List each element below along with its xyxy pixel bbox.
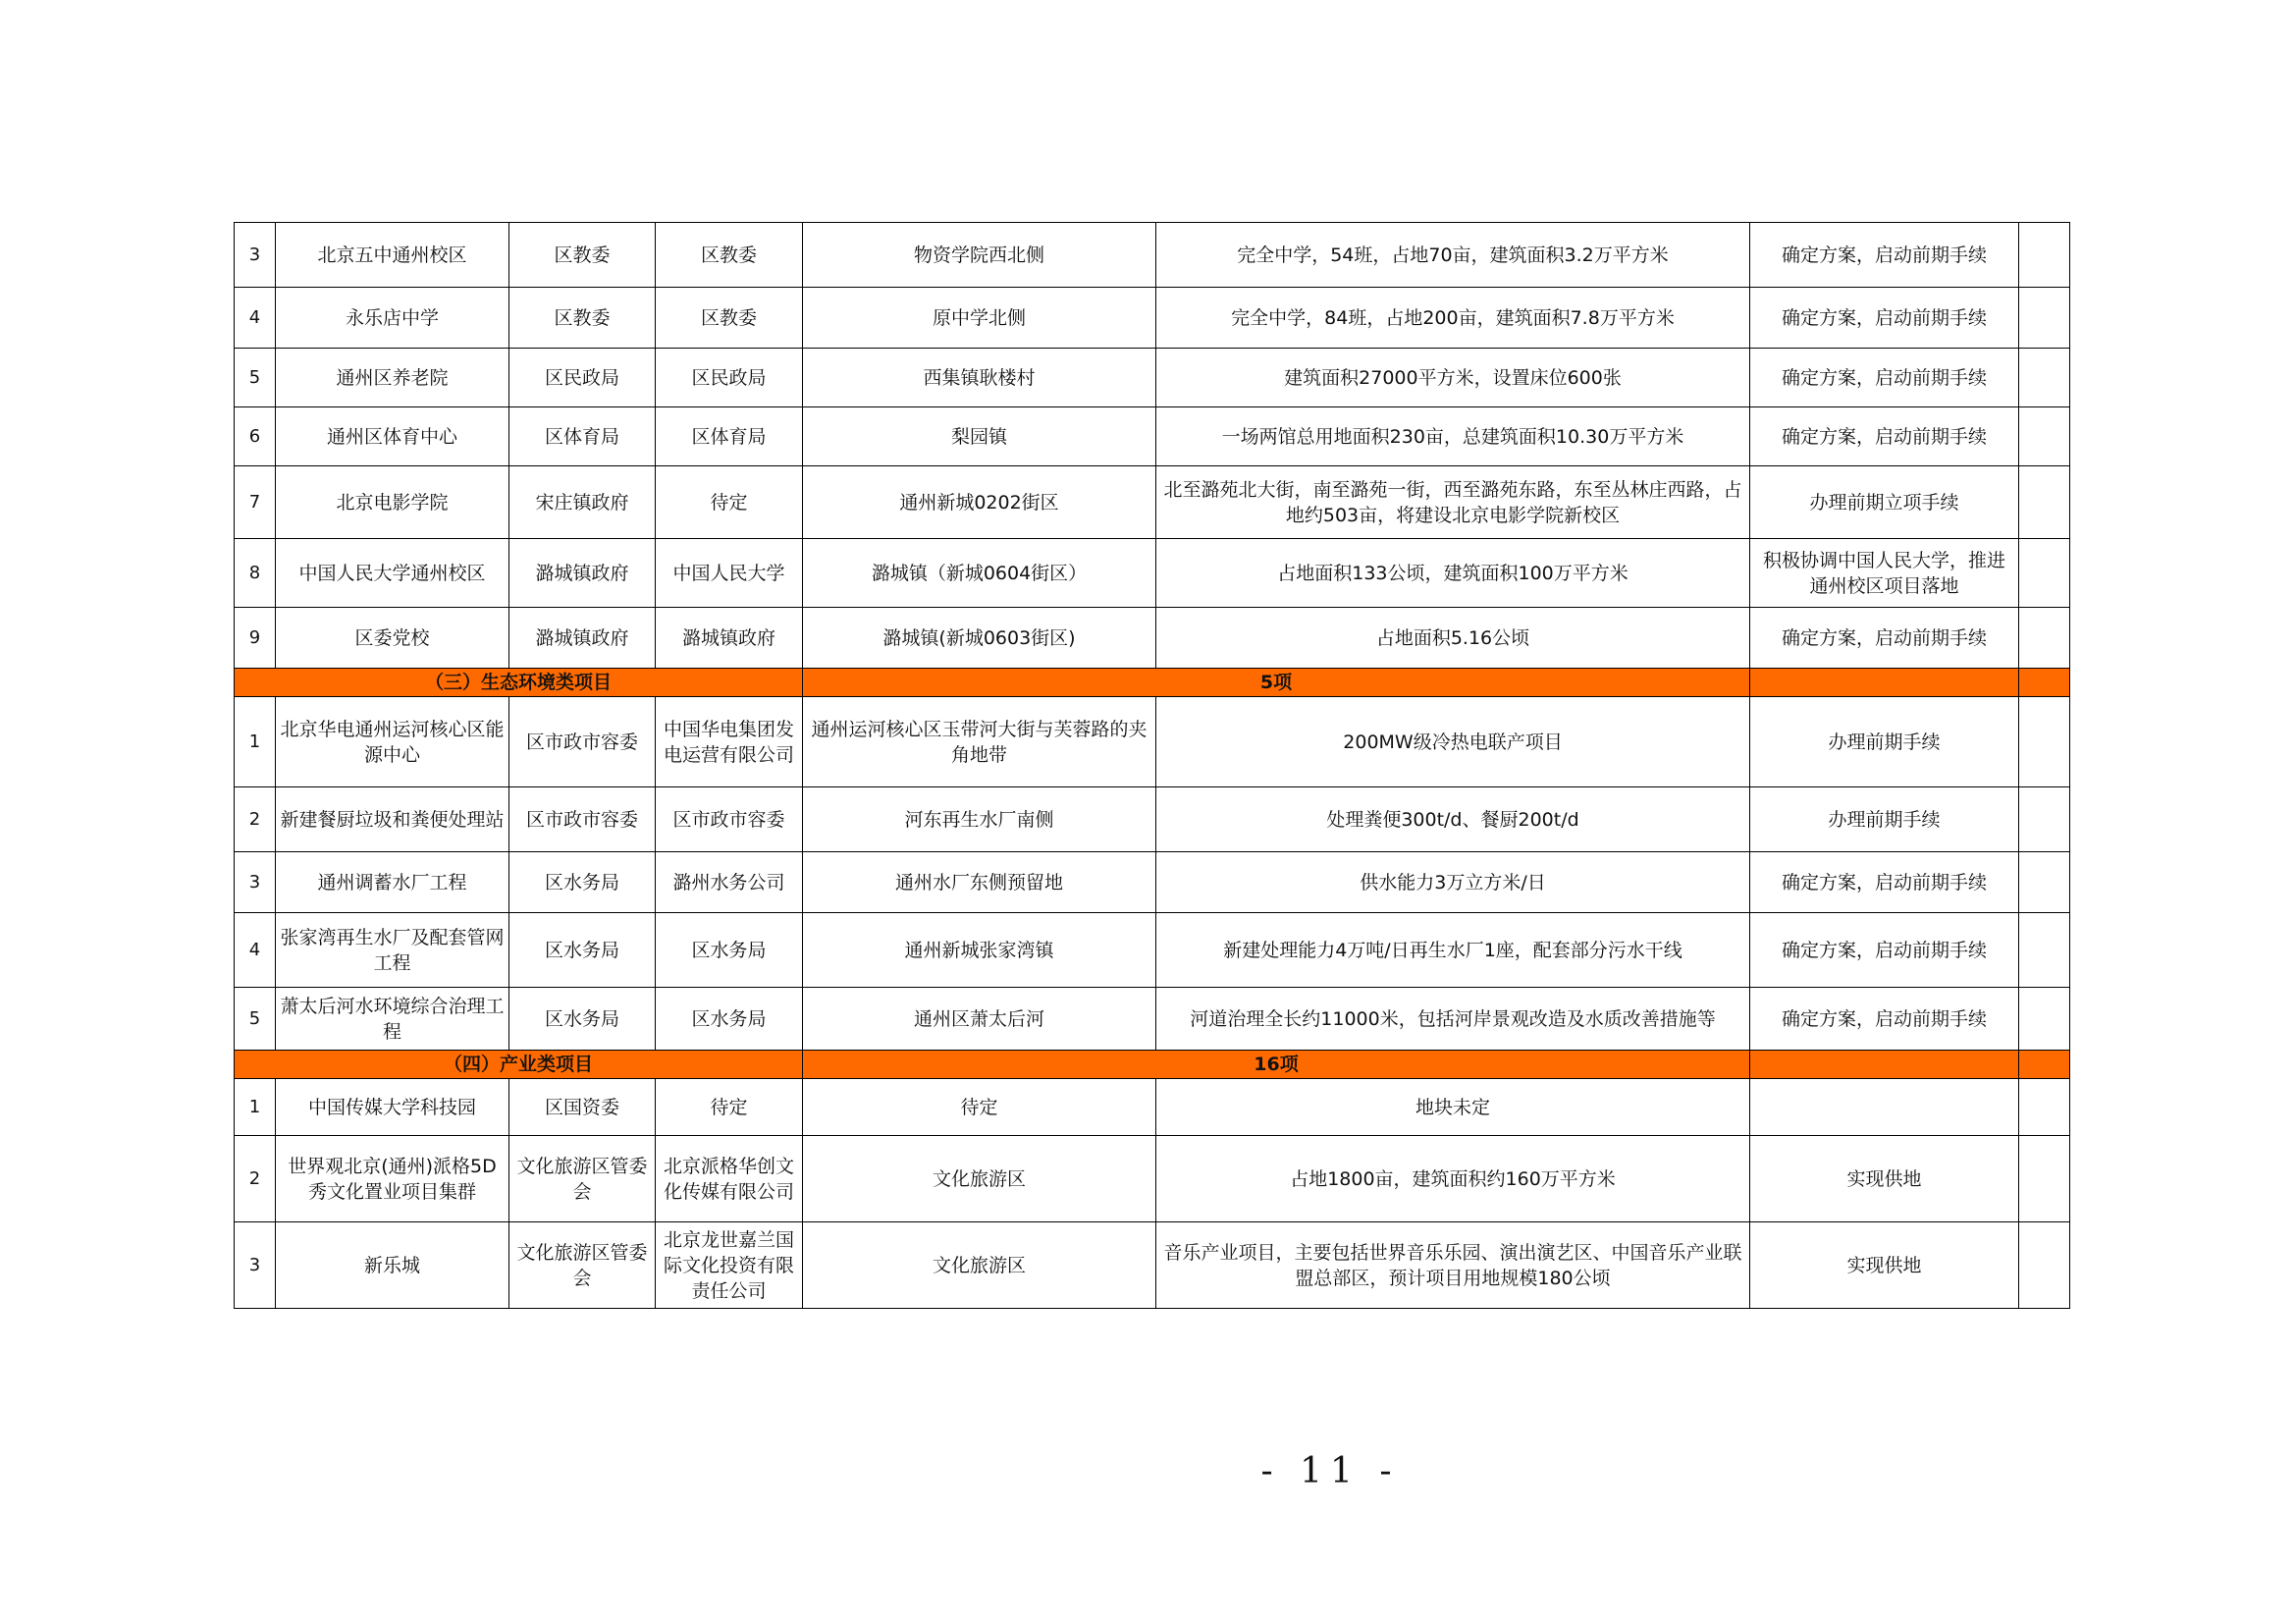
cell-location: 通州新城张家湾镇 <box>803 913 1156 988</box>
cell-target <box>1750 1079 2019 1136</box>
cell-location: 梨园镇 <box>803 407 1156 466</box>
table-row <box>235 852 2070 913</box>
cell-location: 待定 <box>803 1079 1156 1136</box>
cell-owner: 待定 <box>656 466 803 539</box>
cell-name: 通州区养老院 <box>276 349 509 407</box>
cell-scale: 北至潞苑北大街，南至潞苑一街，西至潞苑东路，东至丛林庄西路，占地约503亩，将建设北京电影学院新校区 <box>1156 466 1750 539</box>
section-label: （四）产业类项目 <box>235 1051 803 1079</box>
cell-owner: 待定 <box>656 1079 803 1136</box>
cell-scale: 处理粪便300t/d、餐厨200t/d <box>1156 787 1750 852</box>
cell-owner: 区体育局 <box>656 407 803 466</box>
cell-lead: 区水务局 <box>509 852 656 913</box>
cell-name: 新乐城 <box>276 1222 509 1309</box>
cell-no: 6 <box>235 407 276 466</box>
cell-owner: 北京派格华创文化传媒有限公司 <box>656 1136 803 1222</box>
section-header-industry <box>235 1051 2070 1079</box>
cell-no: 2 <box>235 1136 276 1222</box>
cell-name: 中国人民大学通州校区 <box>276 539 509 608</box>
table-row <box>235 1222 2070 1309</box>
table-row <box>235 608 2070 669</box>
table-row <box>235 1136 2070 1222</box>
cell-target: 确定方案，启动前期手续 <box>1750 988 2019 1051</box>
cell-lead: 文化旅游区管委会 <box>509 1136 656 1222</box>
table-row <box>235 1079 2070 1136</box>
cell-note <box>2019 913 2070 988</box>
table-row <box>235 913 2070 988</box>
cell-target: 确定方案，启动前期手续 <box>1750 349 2019 407</box>
cell-location: 通州区萧太后河 <box>803 988 1156 1051</box>
cell-scale: 完全中学，84班，占地200亩，建筑面积7.8万平方米 <box>1156 288 1750 349</box>
cell-lead: 潞城镇政府 <box>509 608 656 669</box>
cell-lead: 区水务局 <box>509 988 656 1051</box>
cell-location: 文化旅游区 <box>803 1136 1156 1222</box>
table-row <box>235 407 2070 466</box>
cell-target: 确定方案，启动前期手续 <box>1750 223 2019 288</box>
cell-scale: 音乐产业项目，主要包括世界音乐乐园、演出演艺区、中国音乐产业联盟总部区，预计项目用地规模180公顷 <box>1156 1222 1750 1309</box>
cell-owner: 北京龙世嘉兰国际文化投资有限责任公司 <box>656 1222 803 1309</box>
cell-lead: 区体育局 <box>509 407 656 466</box>
cell-location: 文化旅游区 <box>803 1222 1156 1309</box>
cell-no: 4 <box>235 288 276 349</box>
cell-name: 永乐店中学 <box>276 288 509 349</box>
cell-lead: 区市政市容委 <box>509 787 656 852</box>
cell-owner: 区水务局 <box>656 913 803 988</box>
section-count: 16项 <box>803 1051 1750 1079</box>
section-empty <box>1750 1051 2019 1079</box>
table-row <box>235 988 2070 1051</box>
cell-name: 通州调蓄水厂工程 <box>276 852 509 913</box>
cell-lead: 文化旅游区管委会 <box>509 1222 656 1309</box>
page-number: - 11 - <box>1260 1451 1400 1491</box>
cell-note <box>2019 988 2070 1051</box>
section-empty <box>2019 1051 2070 1079</box>
cell-note <box>2019 787 2070 852</box>
cell-note <box>2019 349 2070 407</box>
cell-name: 区委党校 <box>276 608 509 669</box>
cell-no: 3 <box>235 223 276 288</box>
table-row <box>235 466 2070 539</box>
cell-lead: 潞城镇政府 <box>509 539 656 608</box>
cell-owner: 潞州水务公司 <box>656 852 803 913</box>
cell-no: 5 <box>235 349 276 407</box>
cell-lead: 宋庄镇政府 <box>509 466 656 539</box>
cell-no: 7 <box>235 466 276 539</box>
section-label: （三）生态环境类项目 <box>235 669 803 697</box>
cell-scale: 建筑面积27000平方米，设置床位600张 <box>1156 349 1750 407</box>
cell-location: 通州新城0202街区 <box>803 466 1156 539</box>
cell-lead: 区市政市容委 <box>509 697 656 787</box>
cell-note <box>2019 407 2070 466</box>
cell-name: 通州区体育中心 <box>276 407 509 466</box>
cell-scale: 河道治理全长约11000米，包括河岸景观改造及水质改善措施等 <box>1156 988 1750 1051</box>
cell-note <box>2019 466 2070 539</box>
cell-scale: 占地面积133公顷，建筑面积100万平方米 <box>1156 539 1750 608</box>
cell-lead: 区国资委 <box>509 1079 656 1136</box>
cell-no: 1 <box>235 697 276 787</box>
cell-lead: 区民政局 <box>509 349 656 407</box>
cell-name: 世界观北京(通州)派格5D秀文化置业项目集群 <box>276 1136 509 1222</box>
cell-scale: 地块未定 <box>1156 1079 1750 1136</box>
cell-no: 8 <box>235 539 276 608</box>
table-row <box>235 288 2070 349</box>
cell-note <box>2019 697 2070 787</box>
table-row <box>235 223 2070 288</box>
section-empty <box>1750 669 2019 697</box>
cell-name: 中国传媒大学科技园 <box>276 1079 509 1136</box>
cell-lead: 区水务局 <box>509 913 656 988</box>
cell-owner: 中国人民大学 <box>656 539 803 608</box>
cell-target: 确定方案，启动前期手续 <box>1750 288 2019 349</box>
cell-target: 确定方案，启动前期手续 <box>1750 913 2019 988</box>
cell-name: 北京电影学院 <box>276 466 509 539</box>
cell-location: 西集镇耿楼村 <box>803 349 1156 407</box>
cell-name: 北京华电通州运河核心区能源中心 <box>276 697 509 787</box>
cell-target: 办理前期手续 <box>1750 697 2019 787</box>
cell-scale: 新建处理能力4万吨/日再生水厂1座，配套部分污水干线 <box>1156 913 1750 988</box>
cell-owner: 区水务局 <box>656 988 803 1051</box>
cell-no: 5 <box>235 988 276 1051</box>
cell-target: 确定方案，启动前期手续 <box>1750 608 2019 669</box>
cell-note <box>2019 852 2070 913</box>
cell-name: 北京五中通州校区 <box>276 223 509 288</box>
cell-note <box>2019 1136 2070 1222</box>
cell-no: 2 <box>235 787 276 852</box>
cell-note <box>2019 288 2070 349</box>
project-table <box>234 222 2070 1309</box>
cell-owner: 中国华电集团发电运营有限公司 <box>656 697 803 787</box>
cell-location: 河东再生水厂南侧 <box>803 787 1156 852</box>
cell-location: 通州运河核心区玉带河大街与芙蓉路的夹角地带 <box>803 697 1156 787</box>
cell-note <box>2019 1079 2070 1136</box>
cell-note <box>2019 1222 2070 1309</box>
cell-target: 确定方案，启动前期手续 <box>1750 852 2019 913</box>
cell-location: 潞城镇（新城0604街区） <box>803 539 1156 608</box>
cell-note <box>2019 539 2070 608</box>
cell-name: 张家湾再生水厂及配套管网工程 <box>276 913 509 988</box>
cell-note <box>2019 223 2070 288</box>
cell-scale: 占地1800亩，建筑面积约160万平方米 <box>1156 1136 1750 1222</box>
cell-note <box>2019 608 2070 669</box>
cell-scale: 供水能力3万立方米/日 <box>1156 852 1750 913</box>
cell-scale: 一场两馆总用地面积230亩，总建筑面积10.30万平方米 <box>1156 407 1750 466</box>
cell-target: 实现供地 <box>1750 1136 2019 1222</box>
cell-owner: 区市政市容委 <box>656 787 803 852</box>
cell-owner: 区教委 <box>656 223 803 288</box>
cell-no: 9 <box>235 608 276 669</box>
cell-no: 1 <box>235 1079 276 1136</box>
cell-scale: 占地面积5.16公顷 <box>1156 608 1750 669</box>
cell-no: 4 <box>235 913 276 988</box>
cell-name: 萧太后河水环境综合治理工程 <box>276 988 509 1051</box>
table-row <box>235 539 2070 608</box>
cell-target: 办理前期手续 <box>1750 787 2019 852</box>
cell-owner: 区教委 <box>656 288 803 349</box>
cell-location: 原中学北侧 <box>803 288 1156 349</box>
cell-scale: 200MW级冷热电联产项目 <box>1156 697 1750 787</box>
table-row <box>235 349 2070 407</box>
table-row <box>235 787 2070 852</box>
cell-no: 3 <box>235 1222 276 1309</box>
cell-owner: 潞城镇政府 <box>656 608 803 669</box>
cell-target: 确定方案，启动前期手续 <box>1750 407 2019 466</box>
cell-target: 积极协调中国人民大学，推进通州校区项目落地 <box>1750 539 2019 608</box>
cell-lead: 区教委 <box>509 223 656 288</box>
cell-location: 潞城镇(新城0603街区) <box>803 608 1156 669</box>
cell-target: 办理前期立项手续 <box>1750 466 2019 539</box>
section-empty <box>2019 669 2070 697</box>
cell-lead: 区教委 <box>509 288 656 349</box>
section-header-ecology <box>235 669 2070 697</box>
table-row <box>235 697 2070 787</box>
cell-location: 通州水厂东侧预留地 <box>803 852 1156 913</box>
cell-no: 3 <box>235 852 276 913</box>
cell-name: 新建餐厨垃圾和粪便处理站 <box>276 787 509 852</box>
cell-target: 实现供地 <box>1750 1222 2019 1309</box>
cell-scale: 完全中学，54班，占地70亩，建筑面积3.2万平方米 <box>1156 223 1750 288</box>
cell-location: 物资学院西北侧 <box>803 223 1156 288</box>
section-count: 5项 <box>803 669 1750 697</box>
cell-owner: 区民政局 <box>656 349 803 407</box>
